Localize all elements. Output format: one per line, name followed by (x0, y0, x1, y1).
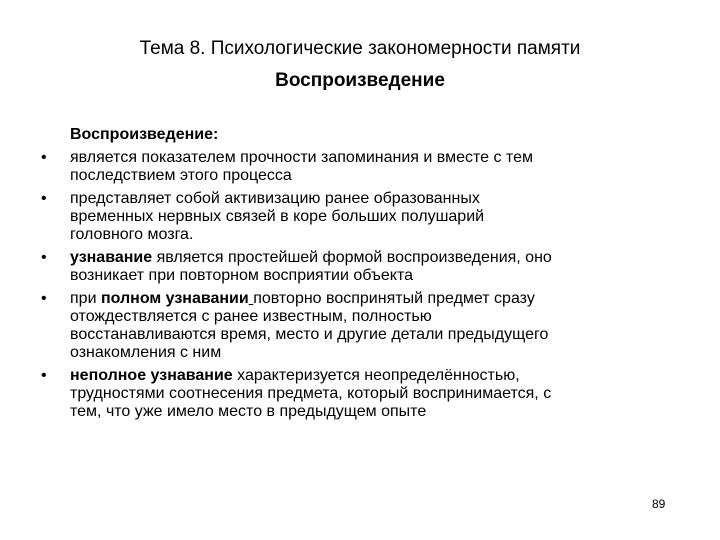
bullet-icon: • (41, 149, 47, 166)
bullet-text-fragment: характеризуется неопределённостью, (232, 367, 520, 384)
slide-content (40, 126, 690, 421)
bullet-text-line: является показателем прочности запоминания и вместе с тем (70, 149, 533, 166)
slide-title: Тема 8. Психологические закономерности памяти (139, 38, 581, 59)
bullet-text-line: временных нервных связей в коре больших полушарий (70, 208, 485, 225)
bullet-text-fragment: является простейшей формой воспроизведения, оно (152, 249, 552, 266)
term-incomplete-recognition: неполное узнавание (70, 367, 233, 384)
bullet-text-line: возникает при повторном восприятии объекта (70, 267, 414, 284)
bullet-icon: • (41, 249, 47, 266)
content-heading: Воспроизведение: (70, 126, 219, 143)
bullet-text-line: последствием этого процесса (70, 167, 292, 184)
bullet-text-line: трудностями соотнесения предмета, который воспринимается, с (70, 385, 552, 402)
bullet-text-line: головного мозга. (70, 226, 194, 243)
bullet-text-line: представляет собой активизацию ранее образованных (70, 190, 480, 207)
bullet-icon: • (41, 290, 47, 307)
bullet-text-fragment: повторно воспринятый предмет сразу (253, 290, 535, 307)
bullet-text-line: ознакомления с ним (70, 344, 222, 361)
bullet-item (40, 190, 690, 244)
bullet-icon: • (41, 190, 47, 207)
slide-subtitle: Воспроизведение (275, 70, 445, 91)
bullet-item (40, 290, 690, 362)
bullet-text-line: тем, что уже имело место в предыдущем опыте (70, 403, 427, 420)
bullet-item (40, 249, 690, 285)
bullet-icon: • (41, 367, 47, 384)
page-number: 89 (652, 497, 666, 511)
term-full-recognition: полном узнавании (100, 290, 249, 307)
bullet-text-line (70, 249, 690, 267)
bullet-item (40, 367, 690, 421)
bullet-text-line (70, 290, 690, 308)
bullet-text-fragment: при (70, 290, 101, 307)
bullet-text-line (70, 367, 690, 385)
term-recognition: узнавание (70, 249, 153, 266)
bullet-text-line: отождествляется с ранее известным, полностью (70, 308, 432, 325)
bullet-item (40, 149, 690, 185)
bullet-text-line: восстанавливаются время, место и другие детали предыдущего (70, 326, 549, 343)
